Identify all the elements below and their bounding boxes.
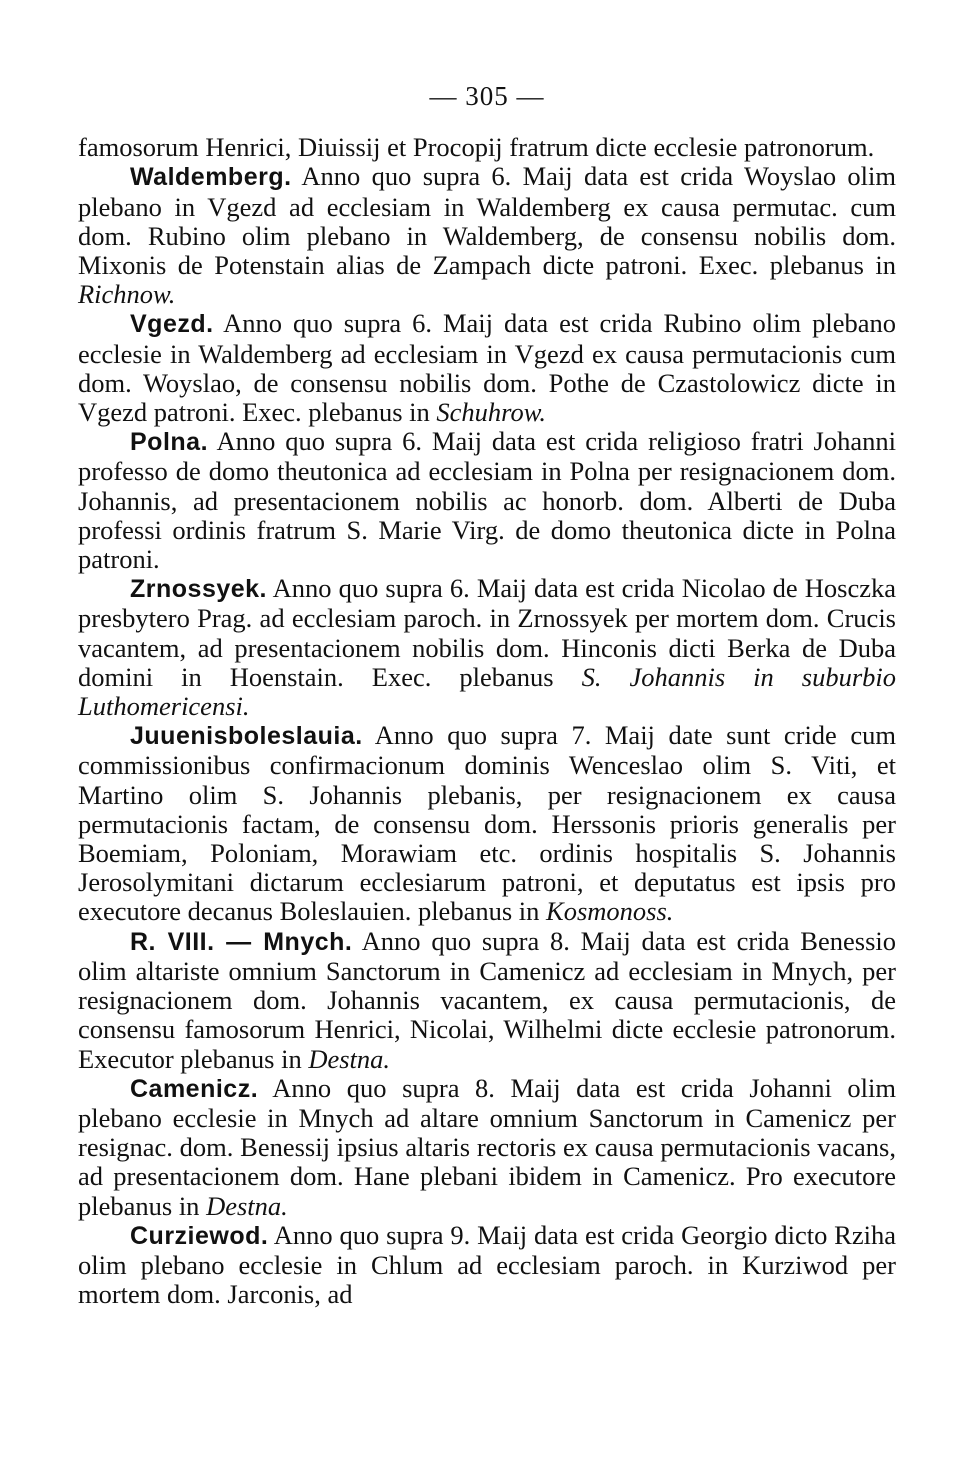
entry-text: Anno quo supra 7. Maij date sunt cride cum commissionibus confirmacionum dominis Wenceslao olim S. Viti, et Martino olim S. Johannis plebanis, per resignacionem ex causa permutacionis factam, de consensu dom. Herssonis prioris generalis per Boemiam, Poloniam, Morawiam etc. ordinis hospitalis S. Johannis Jerosolymitani dictarum ecclesiarum patroni, et deputatus est ipsis pro executore decanus Boleslauien. plebanus in [78, 720, 896, 927]
page-number: — 305 — [429, 81, 545, 111]
entry-heading: Camenicz. [130, 1074, 259, 1103]
entry-heading: Waldemberg. [130, 163, 292, 192]
entry-heading: Vgezd. [130, 310, 214, 339]
entry-text: Anno quo supra 6. Maij data est crida Rubino olim plebano ecclesie in Waldemberg ad ecclesiam in Vgezd ex causa permutacionis cum dom. Woyslao, de consensu nobilis dom. Pothe de Czastolowicz dicte in Vgezd patroni. Exec. plebanus in [78, 308, 896, 428]
entry-heading: Zrnossyek. [130, 575, 268, 604]
entry-camenicz [78, 1074, 896, 1221]
entry-zrnossyek [78, 574, 896, 721]
entry-text: Anno quo supra 6. Maij data est crida religioso fratri Johanni professo de domo theutonica ad ecclesiam in Polna per resignacionem dom. Johannis, ad presentacionem nobilis ac honorb. dom. Alberti de Duba professi ordinis fratrum S. Marie Virg. de domo theutonica dicte in Polna patroni. [78, 426, 896, 575]
entry-curziewod [78, 1221, 896, 1310]
entry-italic: Schuhrow. [436, 397, 547, 428]
entry-polna [78, 427, 896, 574]
entry-text: Anno quo supra 9. Maij data est crida Georgio dicto Rziha olim plebano ecclesie in Chlum ad ecclesiam paroch. in Kurziwod per mortem dom. Jarconis, ad [78, 1219, 896, 1310]
entry-text: Anno quo supra 6. Maij data est crida Woyslao olim plebano in Vgezd ad ecclesiam in Waldemberg ex causa permutac. cum dom. Rubino olim plebano in Waldemberg, de consensu nobilis dom. Mixonis de Potenstain alias de Zampach dicte patroni. Exec. plebanus in [78, 161, 896, 281]
entry-heading: R. VIII. — Mnych. [130, 927, 353, 956]
entry-italic: Destna. [308, 1043, 391, 1074]
entry-text: Anno quo supra 8. Maij data est crida Johanni olim plebano ecclesie in Mnych ad altare omnium Sanctorum in Camenicz per resignac. dom. Benessij ipsius altaris rectoris ex causa permutacionis vacans, ad presentacionem dom. Hane plebani ibidem in Camenicz. Pro executore plebanus in [78, 1072, 896, 1221]
entry-italic: S. Johannis in suburbio Luthomericensi. [78, 661, 896, 722]
entry-juuenisboleslauia [78, 721, 896, 926]
entry-italic: Destna. [206, 1190, 288, 1221]
entry-vgezd [78, 309, 896, 427]
entry-text: Anno quo supra 6. Maij data est crida Nicolao de Hosczka presbytero Prag. ad ecclesiam paroch. in Zrnossyek per mortem dom. Crucis vacantem, ad presentacionem nobilis dom. Hinconis dicti Berka de Duba domini in Hoenstain. Exec. plebanus [78, 573, 896, 692]
opening-paragraph: famosorum Henrici, Diuissij et Procopij fratrum dicte ecclesie patronorum. [78, 132, 875, 163]
entry-heading: Curziewod. [130, 1221, 269, 1250]
document-page [78, 82, 896, 1309]
entry-mnych [78, 927, 896, 1074]
entry-italic: Kosmonoss. [546, 896, 674, 927]
entry-waldemberg [78, 162, 896, 309]
entry-heading: Juuenisboleslauia. [130, 722, 363, 751]
entry-italic: Richnow. [78, 279, 176, 310]
entry-heading: Polna. [130, 428, 209, 457]
entry-text: Anno quo supra 8. Maij data est crida Benessio olim altariste omnium Sanctorum in Camenicz ad ecclesiam in Mnych, per resignacionem dom. Johannis vacantem, ex causa permutacionis, de consensu famosorum Henrici, Nicolai, Wilhelmi dicte ecclesie patronorum. Executor plebanus in [78, 925, 896, 1074]
